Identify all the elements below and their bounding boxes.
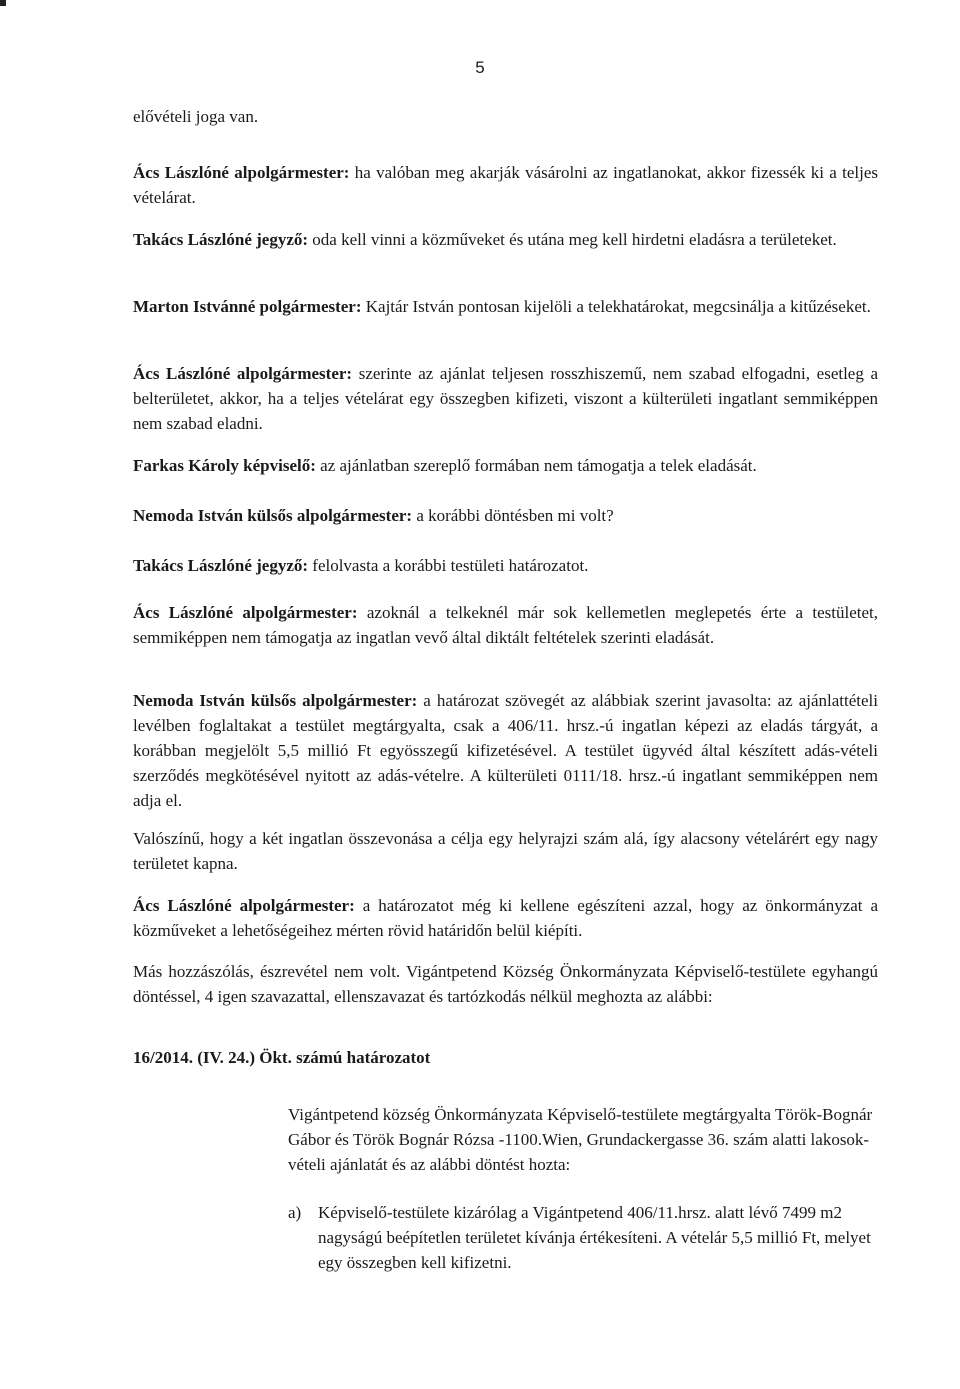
- paragraph-8: [133, 553, 878, 578]
- speaker-name: Ács Lászlóné alpolgármester:: [133, 603, 358, 622]
- resolution-heading: 16/2014. (IV. 24.) Ökt. számú határozatot: [133, 1048, 431, 1067]
- scan-corner-mark: [0, 0, 6, 6]
- paragraph-text: a korábbi döntésben mi volt?: [416, 506, 614, 525]
- speaker-name: Farkas Károly képviselő:: [133, 456, 316, 475]
- paragraph-1: [133, 104, 878, 129]
- paragraph-text: a határozat szövegét az alábbiak szerint javasolta: az ajánlattételi levélben foglaltakat a testület megtárgyalta, csak a 406/11. hrsz.-ú ingatlan képezi az eladás tárgyát, a korábban megjelölt 5,5 millió Ft egyösszegű kifizetésével. A testület ügyvéd által készített adás-vételi szerződés megkötésével nyitott az adás-vételre. A külterületi 0111/18. hrsz.-ú ingatlant semmiképpen nem adja el.: [133, 691, 879, 810]
- list-marker: a): [288, 1203, 302, 1222]
- paragraph-6: [133, 453, 878, 478]
- paragraph-text: Más hozzászólás, észrevétel nem volt. Vigántpetend Község Önkormányzata Képviselő-testülete egyhangú döntéssel, 4 igen szavazattal, ellenszavazat és tartózkodás nélkül meghozta az alábbi:: [133, 962, 878, 1006]
- speaker-name: Marton Istvánné polgármester:: [133, 297, 362, 316]
- speaker-name: Ács Lászlóné alpolgármester:: [133, 896, 355, 915]
- speaker-name: Ács Lászlóné alpolgármester:: [133, 364, 353, 383]
- paragraph-text: oda kell vinni a közműveket és utána meg kell hirdetni eladásra a területeket.: [312, 230, 837, 249]
- list-item-text: Képviselő-testülete kizárólag a Vigántpetend 406/11.hrsz. alatt lévő 7499 m2 nagyságú beépítetlen területet kívánja értékesíteni. A vételár 5,5 millió Ft, melyet egy összegben kell kifizetni.: [318, 1203, 871, 1272]
- paragraph-text: szerinte az ajánlat teljesen rosszhiszemű, nem szabad elfogadni, esetleg a belterületet, akkor, ha a teljes vételárat egy összegben kifizeti, viszont a külterületi ingatlant semmiképpen nem szabad eladni.: [133, 364, 879, 433]
- paragraph-12: [133, 893, 878, 943]
- paragraph-text: ha valóban meg akarják vásárolni az ingatlanokat, akkor fizessék ki a teljes vételárat.: [133, 163, 879, 207]
- paragraph-2: [133, 160, 878, 210]
- speaker-name: Ács Lászlóné alpolgármester:: [133, 163, 350, 182]
- resolution-intro: Vigántpetend község Önkormányzata Képviselő-testülete megtárgyalta Török-Bognár Gábor és Török Bognár Rózsa -1100.Wien, Grundackergasse 36. szám alatti lakosok- vételi ajánlatát és az alábbi döntést hozta:: [288, 1105, 873, 1174]
- paragraph-text: Kajtár István pontosan kijelöli a telekhatárokat, megcsinálja a kitűzéseket.: [365, 297, 871, 316]
- paragraph-7: [133, 503, 878, 528]
- speaker-name: Takács Lászlóné jegyző:: [133, 556, 309, 575]
- paragraph-text: Valószínű, hogy a két ingatlan összevonása a célja egy helyrajzi szám alá, így alacsony vételárért egy nagy területet kapna.: [133, 829, 878, 873]
- paragraph-5: [133, 361, 878, 436]
- paragraph-9: [133, 600, 878, 650]
- paragraph-3: [133, 227, 878, 252]
- paragraph-text: elővételi joga van.: [133, 107, 259, 126]
- speaker-name: Takács Lászlóné jegyző:: [133, 230, 309, 249]
- paragraph-11: [133, 826, 878, 876]
- paragraph-10: [133, 688, 878, 813]
- paragraph-text: azoknál a telkeknél már sok kellemetlen meglepetés érte a testületet, semmiképpen nem támogatja az ingatlan vevő által diktált feltételek szerinti eladását.: [133, 603, 879, 647]
- paragraph-text: felolvasta a korábbi testületi határozatot.: [312, 556, 589, 575]
- page-number: 5: [475, 58, 485, 77]
- speaker-name: Nemoda István külsős alpolgármester:: [133, 691, 418, 710]
- paragraph-text: a határozatot még ki kellene egészíteni azzal, hogy az önkormányzat a közműveket a lehetőségeihez mérten rövid határidőn belül kiépíti.: [133, 896, 879, 940]
- paragraph-text: az ajánlatban szereplő formában nem támogatja a telek eladását.: [320, 456, 757, 475]
- speaker-name: Nemoda István külsős alpolgármester:: [133, 506, 413, 525]
- paragraph-4: [133, 294, 878, 319]
- paragraph-13: [133, 959, 878, 1009]
